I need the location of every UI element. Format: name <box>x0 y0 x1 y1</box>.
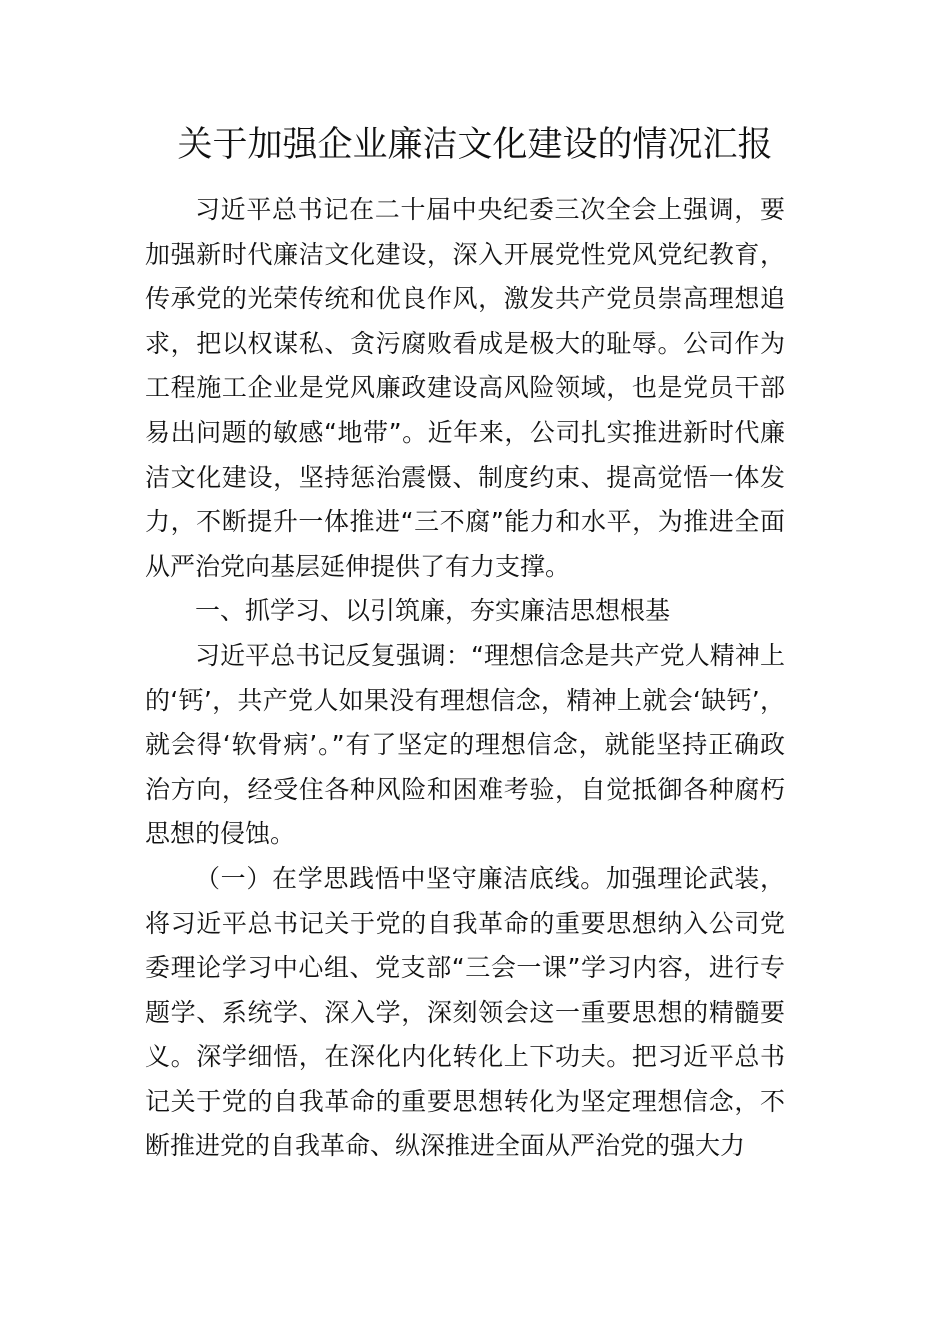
subsection-1-paragraph: （一）在学思践悟中坚守廉洁底线。加强理论武装，将习近平总书记关于党的自我革命的重要思想纳入公司党委理论学习中心组、党支部“三会一课”学习内容，进行专题学、系统学、深入学，深刻领会这一重要思想的精髓要义。深学细悟，在深化内化转化上下功夫。把习近平总书记关于党的自我革命的重要思想转化为坚定理想信念，不断推进党的自我革命、纵深推进全面从严治党的强大力 <box>145 863 785 1161</box>
section-1-paragraph: 习近平总书记反复强调：“理想信念是共产党人精神上的‘钙’，共产党人如果没有理想信念，精神上就会‘缺钙’，就会得‘软骨病’。”有了坚定的理想信念，就能坚持正确政治方向，经受住各种风险和困难考验，自觉抵御各种腐朽思想的侵蚀。 <box>145 640 785 849</box>
intro-paragraph: 习近平总书记在二十届中央纪委三次全会上强调，要加强新时代廉洁文化建设，深入开展党性党风党纪教育，传承党的光荣传统和优良作风，激发共产党员崇高理想追求，把以权谋私、贪污腐败看成是极大的耻辱。公司作为工程施工企业是党风廉政建设高风险领域，也是党员干部易出问题的敏感“地带”。近年来，公司扎实推进新时代廉洁文化建设，坚持惩治震慑、制度约束、提高觉悟一体发力，不断提升一体推进“三不腐”能力和水平，为推进全面从严治党向基层延伸提供了有力支撑。 <box>145 195 785 581</box>
section-heading-1: 一、抓学习、以引筑廉，夯实廉洁思想根基 <box>195 596 671 626</box>
document-title: 关于加强企业廉洁文化建设的情况汇报 <box>177 125 773 165</box>
document-body <box>145 188 785 1169</box>
